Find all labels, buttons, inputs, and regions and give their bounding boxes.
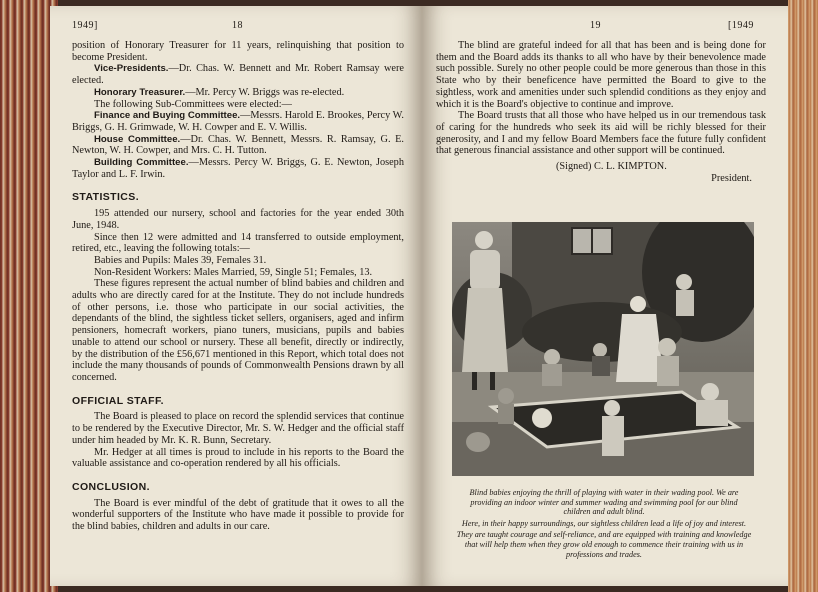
entry-text: —Messrs. Percy W. Briggs, G. E. Newton, Joseph Taylor and L. F. Irwin. (72, 157, 404, 180)
building-committee-entry (72, 157, 404, 180)
left-page-body (72, 40, 404, 533)
paragraph: The Board is ever mindful of the debt of gratitude that it owes to all the wonderful supporters of the Institute who have made it possible to provide for the blind babies, children and adults in our care. (72, 497, 404, 533)
vice-presidents-entry (72, 63, 404, 86)
caption-line: Blind babies enjoying the thrill of playing with water in their wading pool. We are providing an indoor winter and summer wading and swimming pool for our blind children and adult blind. (469, 488, 739, 517)
caption-line: Here, in their happy surroundings, our sightless children lead a life of joy and interest. (461, 518, 747, 528)
honorary-treasurer-entry (72, 87, 404, 99)
conclusion-heading: CONCLUSION. (72, 480, 150, 493)
right-page-year: [1949 (728, 20, 754, 31)
entry-label: Building Committee. (94, 157, 189, 169)
left-page-year: 1949] (72, 20, 98, 31)
paragraph: position of Honorary Treasurer for 11 years, relinquishing that position to become President. (72, 40, 404, 63)
signature-title: President. (711, 172, 752, 184)
right-page (422, 6, 788, 586)
paragraph: Since then 12 were admitted and 14 transferred to outside employment, retired, etc., leaving the following totals:— (72, 231, 404, 255)
entry-text: —Mr. Percy W. Briggs was re-elected. (185, 86, 345, 98)
finance-committee-entry (72, 110, 404, 133)
paragraph: The Board is pleased to place on record the splendid services that continue to be rendered by the Executive Director, Mr. S. W. Hedger and the official staff under him headed by Mr. K. R. Bunn, Secretary. (72, 411, 404, 446)
caption-line: They are taught courage and self-reliance, and are equipped with training and knowledge that will help them when they grow old enough to commence their training with us in professions and trades. (456, 530, 752, 559)
right-page-number: 19 (590, 20, 601, 31)
paragraph: 195 attended our nursery, school and factories for the year ended 30th June, 1948. (72, 208, 404, 231)
paragraph: Mr. Hedger at all times is proud to include in his reports to the Board the valuable assistance and co-operation rendered by all his officials. (72, 446, 404, 470)
entry-label: House Committee. (94, 133, 181, 145)
signature-line: (Signed) C. L. KIMPTON. (556, 161, 667, 173)
paragraph: These figures represent the actual number of blind babies and children and adults who are directly cared for at the Institute. They do not include hundreds of other persons, i.e. those who participate in our social activities, the dependants of the blind, the sightless ticket sellers, organisers, aged and infirm pensioners, homecraft workers, piano tuners, musicians, pupils and babies unable to attend our school or nursery. These all benefit, directly or indirectly, by the distribution of the £56,671 mentioned in this Report, which total does not include the many thousands of pounds of Commonwealth Pensions drawn by all concerned. (72, 278, 404, 383)
paragraph: Babies and Pupils: Males 39, Females 31. (94, 254, 267, 266)
official-staff-heading: OFFICIAL STAFF. (72, 394, 164, 407)
left-page (50, 6, 422, 586)
entry-label: Vice-Presidents. (94, 63, 169, 75)
wading-pool-photo (452, 222, 754, 476)
entry-text: —Dr. Chas. W. Bennett, Messrs. R. Ramsay, G. E. Newton, W. H. Cowper, and Mrs. C. H. Tutton. (72, 133, 404, 157)
left-page-number: 18 (232, 20, 243, 31)
entry-text: —Dr. Chas. W. Bennett and Mr. Robert Ramsay were elected. (72, 63, 404, 87)
entry-label: Finance and Buying Committee. (94, 110, 241, 122)
house-committee-entry (72, 134, 404, 157)
photo-caption (456, 488, 752, 561)
entry-text: —Messrs. Harold E. Brookes, Percy W. Briggs, G. H. Grimwade, W. H. Cowper and E. V. Willis. (72, 110, 405, 133)
entry-label: Honorary Treasurer. (94, 86, 186, 98)
paragraph: The blind are grateful indeed for all that has been and is being done for them and the Board adds its thanks to all who have by their benevolence made such possible. Surely no other people could be more generous than those in this State who by their beneficence have permitted the Board to give to the sightless, work and amenities under such splendid conditions as they enjoy and which it is the Board's objective to continue and improve. (436, 40, 766, 110)
right-page-body (436, 40, 766, 184)
paragraph: Non-Resident Workers: Males Married, 59, Single 51; Females, 13. (94, 266, 373, 278)
photo-illustration (452, 222, 754, 476)
statistics-heading: STATISTICS. (72, 191, 140, 204)
paragraph: The Board trusts that all those who have helped us in our tremendous task of caring for the hundreds who seek its aid will be richly blessed for their generosity, and I and my fellow Board Members face the future fully confident that generous financial assistance and other support will be continued. (436, 110, 766, 157)
paragraph: The following Sub-Committees were elected:— (94, 98, 292, 110)
book-edge-right (788, 0, 818, 592)
